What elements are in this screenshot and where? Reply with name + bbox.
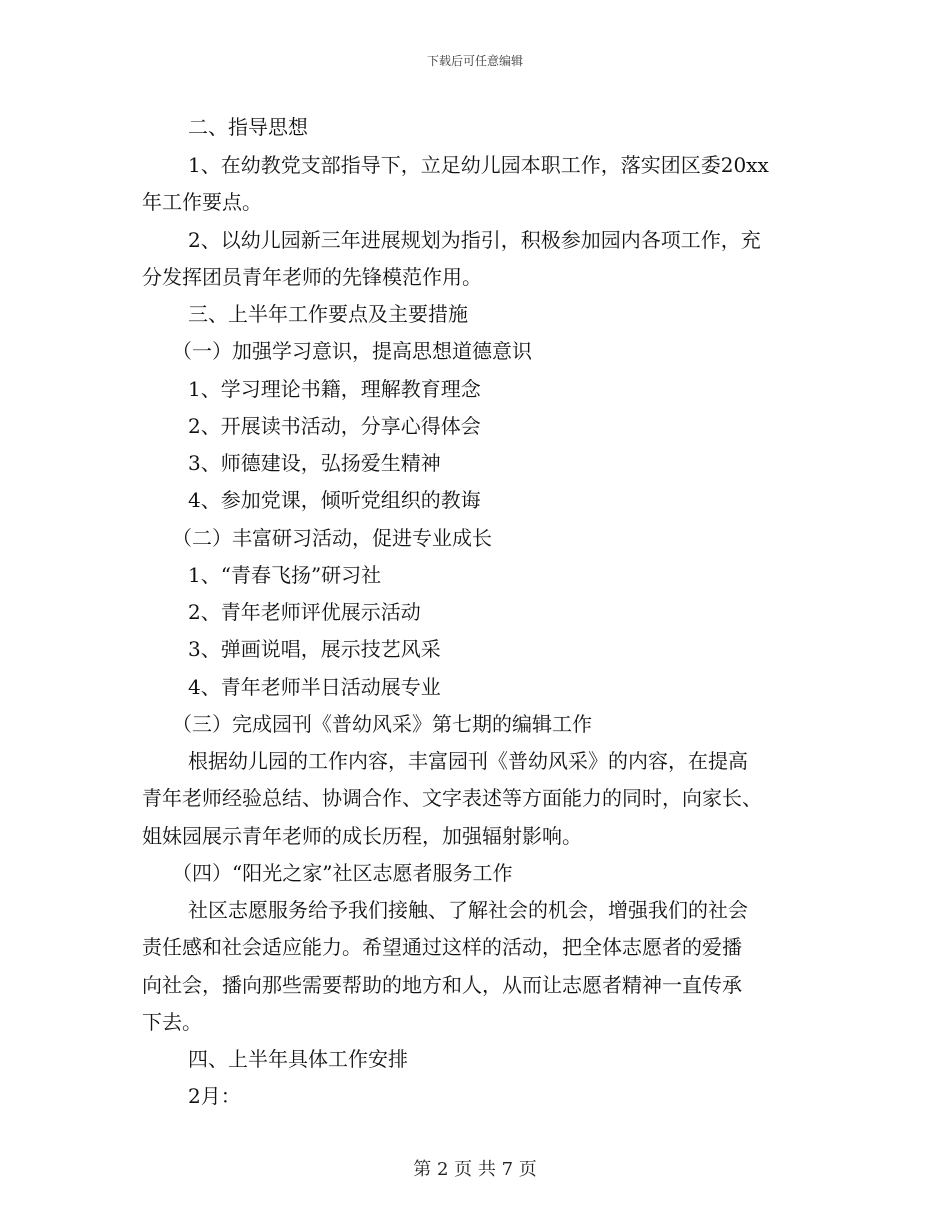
list-item: 1、学习理论书籍，理解教育理念 — [188, 377, 481, 401]
list-item: 2、青年老师评优展示活动 — [188, 600, 421, 624]
paragraph-line: 根据幼儿园的工作内容，丰富园刊《普幼风采》的内容，在提高 — [188, 749, 748, 773]
subsection-heading: （二）丰富研习活动，促进专业成长 — [172, 526, 492, 550]
paragraph-line: 2、以幼儿园新三年进展规划为指引，积极参加园内各项工作，充 — [188, 228, 761, 252]
paragraph-line: 青年老师经验总结、协调合作、文字表述等方面能力的同时，向家长、 — [142, 786, 762, 810]
paragraph-line: 社区志愿服务给予我们接触、了解社会的机会，增强我们的社会 — [188, 898, 748, 922]
paragraph-line: 向社会，播向那些需要帮助的地方和人，从而让志愿者精神一直传承 — [142, 973, 742, 997]
paragraph-line: 责任感和社会适应能力。希望通过这样的活动，把全体志愿者的爱播 — [142, 935, 742, 959]
paragraph-line: 年工作要点。 — [142, 190, 262, 214]
list-item: 1、“青春飞扬”研习社 — [188, 563, 382, 587]
subsection-heading: （四）“阳光之家”社区志愿者服务工作 — [172, 861, 513, 885]
subsection-heading: （一）加强学习意识，提高思想道德意识 — [172, 339, 532, 363]
paragraph-line: 2月： — [188, 1084, 241, 1108]
section-heading: 三、上半年工作要点及主要措施 — [188, 302, 468, 326]
page-header: 下载后可任意编辑 — [426, 54, 523, 68]
page-footer: 第 2 页 共 7 页 — [413, 1159, 537, 1180]
list-item: 4、青年老师半日活动展专业 — [188, 675, 441, 699]
paragraph-line: 分发挥团员青年老师的先锋模范作用。 — [142, 265, 482, 289]
list-item: 2、开展读书活动，分享心得体会 — [188, 414, 481, 438]
section-heading: 二、指导思想 — [188, 115, 308, 139]
list-item: 3、弹画说唱，展示技艺风采 — [188, 637, 441, 661]
paragraph-line: 下去。 — [142, 1010, 202, 1034]
subsection-heading: （三）完成园刊《普幼风采》第七期的编辑工作 — [172, 712, 592, 736]
list-item: 4、参加党课，倾听党组织的教诲 — [188, 488, 481, 512]
paragraph-line: 姐妹园展示青年老师的成长历程，加强辐射影响。 — [142, 824, 582, 848]
paragraph-line: 1、在幼教党支部指导下，立足幼儿园本职工作，落实团区委20xx — [188, 153, 769, 177]
list-item: 3、师德建设，弘扬爱生精神 — [188, 451, 441, 475]
section-heading: 四、上半年具体工作安排 — [188, 1047, 408, 1071]
